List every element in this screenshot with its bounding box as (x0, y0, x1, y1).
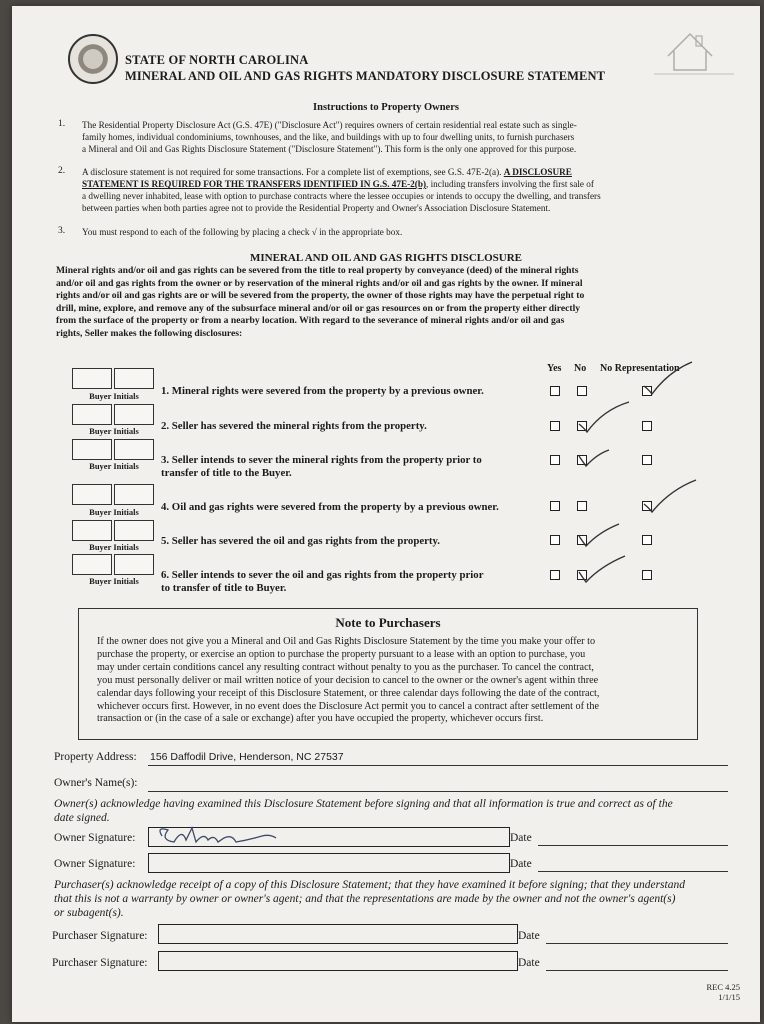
column-yes: Yes (547, 363, 562, 374)
header-form-title: MINERAL AND OIL AND GAS RIGHTS MANDATORY DISCLOSURE STATEMENT (125, 69, 606, 83)
handwritten-check-icon (640, 358, 700, 398)
owner-date-line[interactable] (538, 845, 728, 846)
instruction-1-line: a Mineral and Oil and Gas Rights Disclosure Statement ("Disclosure Statement"). This form is the only one approved for this purpose. (82, 144, 577, 154)
handwritten-check-icon (640, 476, 700, 516)
owners-name-line (148, 791, 728, 792)
question-text-line: to transfer of title to Buyer. (161, 582, 287, 594)
note-line: purchase the property, or exercise an option to purchase the property pursuant to a lease with an option to purchase, you (97, 648, 586, 660)
buyer-initials-label: Buyer Initials (89, 576, 139, 586)
buyer-initials-box[interactable] (72, 520, 112, 541)
buyer-initials-box[interactable] (72, 439, 112, 460)
owner-date-line[interactable] (538, 871, 728, 872)
owner-acknowledgement-line: date signed. (54, 812, 110, 824)
buyer-initials-box[interactable] (72, 554, 112, 575)
checkbox-yes[interactable] (550, 386, 560, 396)
disclosure-intro-line: drill, mine, explore, and remove any of the subsurface mineral and/or oil or gas resources on or from the property either directly (56, 302, 581, 314)
header-state: STATE OF NORTH CAROLINA (125, 53, 309, 67)
question-text: 2. Seller has severed the mineral rights from the property. (161, 420, 427, 432)
purchaser-signature-box[interactable] (158, 951, 518, 971)
property-address-value[interactable]: 156 Daffodil Drive, Henderson, NC 27537 (150, 751, 344, 763)
note-line: whichever occurs first. However, in no event does the Disclosure Act permit you to cancel a contract after settlement of the (97, 700, 599, 712)
buyer-initials-box[interactable] (114, 484, 154, 505)
form-revision-date: 1/1/15 (718, 992, 740, 1002)
note-to-purchasers (78, 608, 698, 740)
disclosure-intro-line: Mineral rights and/or oil and gas rights can be severed from the title to real property by conveyance (deed) of the mineral rights (56, 265, 579, 276)
owner-acknowledgement (54, 797, 734, 825)
instruction-2-emphasis: A DISCLOSURE (503, 167, 572, 177)
form-number: REC 4.25 (706, 982, 740, 992)
buyer-initials-box[interactable] (114, 368, 154, 389)
instruction-2-text: A disclosure statement is not required for some transactions. For a complete list of exemptions, see G.S. 47E-2(a). (82, 167, 504, 177)
instruction-2-line (82, 178, 742, 190)
handwritten-check-icon (575, 520, 625, 550)
disclosure-form-page (12, 6, 760, 1022)
instruction-2-line (82, 166, 742, 178)
question-text-line: 3. Seller intends to sever the mineral rights from the property prior to (161, 454, 482, 466)
buyer-initials-box[interactable] (72, 368, 112, 389)
purchaser-signature-label: Purchaser Signature: (52, 957, 148, 969)
purchaser-acknowledgement-line: that this is not a warranty by owner or owner's agent; and that the representations are made by the owner and not the owner's agent(s) (54, 893, 676, 905)
disclosure-intro-line: from the surface of the property or from a nearby location. With regard to the severance of mineral rights and/or oil and gas (56, 315, 565, 327)
column-no: No (574, 363, 587, 374)
checkbox-no-representation[interactable] (642, 421, 652, 431)
question-text: 1. Mineral rights were severed from the property by a previous owner. (161, 385, 484, 397)
buyer-initials-label: Buyer Initials (89, 426, 139, 436)
instruction-1-line: family homes, individual condominiums, townhouses, and the like, and buildings with up to four dwelling units, to furnish purchasers (82, 132, 575, 142)
instruction-number: 1. (58, 119, 66, 129)
purchaser-signature-box[interactable] (158, 924, 518, 944)
checkbox-yes[interactable] (550, 535, 560, 545)
instruction-1 (82, 119, 732, 155)
question-text (161, 454, 482, 480)
handwritten-check-icon (575, 446, 615, 470)
checkbox-yes[interactable] (550, 501, 560, 511)
buyer-initials-label: Buyer Initials (89, 507, 139, 517)
buyer-initials-box[interactable] (72, 484, 112, 505)
buyer-initials-label: Buyer Initials (89, 542, 139, 552)
purchaser-acknowledgement (54, 878, 744, 920)
purchaser-signature-label: Purchaser Signature: (52, 930, 148, 942)
purchaser-date-line[interactable] (546, 943, 728, 944)
purchaser-acknowledgement-line: or subagent(s). (54, 907, 124, 919)
date-label: Date (518, 930, 540, 942)
buyer-initials-label: Buyer Initials (89, 461, 139, 471)
checkbox-no-representation[interactable] (642, 455, 652, 465)
purchaser-date-line[interactable] (546, 970, 728, 971)
owner-signature-scribble-icon (152, 822, 282, 850)
buyer-initials-box[interactable] (114, 520, 154, 541)
checkbox-yes[interactable] (550, 421, 560, 431)
owner-signature-label: Owner Signature: (54, 832, 136, 844)
checkbox-no[interactable] (577, 386, 587, 396)
question-text (161, 569, 484, 595)
instruction-2-line: a dwelling never inhabited, lease with option to purchase contracts where the lessee occupies or intends to occupy the dwelling, and transfers (82, 191, 601, 201)
note-line: transaction or (in the case of a sale or exchange) after you have occupied the property, whichever occurs first. (97, 713, 544, 725)
question-text: 5. Seller has severed the oil and gas rights from the property. (161, 535, 441, 547)
note-line: calendar days following your receipt of this Disclosure Statement, or three calendar days following the date of the contract, (97, 687, 600, 699)
date-label: Date (518, 957, 540, 969)
buyer-initials-box[interactable] (72, 404, 112, 425)
owner-signature-box[interactable] (148, 853, 510, 873)
note-line: may under certain conditions cancel any resulting contract without penalty to you as the purchaser. To cancel the contract, (97, 661, 594, 673)
house-logo-icon (648, 26, 738, 78)
date-label: Date (510, 858, 532, 870)
note-text (97, 636, 685, 726)
checkbox-yes[interactable] (550, 455, 560, 465)
property-address-label: Property Address: (54, 751, 137, 763)
buyer-initials-box[interactable] (114, 554, 154, 575)
instruction-3: You must respond to each of the following by placing a check √ in the appropriate box. (82, 227, 403, 237)
checkbox-yes[interactable] (550, 570, 560, 580)
instruction-2-emphasis: STATEMENT IS REQUIRED FOR THE TRANSFERS IDENTIFIED IN G.S. 47E-2(b) (82, 179, 427, 189)
instructions-title: Instructions to Property Owners (313, 102, 459, 113)
disclosure-intro-line: rights and/or oil and gas rights are or will be severed from the property, the owner of those rights may have the perpetual right to (56, 290, 585, 302)
question-text-line: transfer of title to the Buyer. (161, 467, 292, 479)
buyer-initials-box[interactable] (114, 439, 154, 460)
purchaser-acknowledgement-line: Purchaser(s) acknowledge receipt of a copy of this Disclosure Statement; that they have examined it before signing; that they understand (54, 879, 685, 891)
instruction-1-line: The Residential Property Disclosure Act (G.S. 47E) ("Disclosure Act") requires owners of certain residential real estate such as single- (82, 120, 577, 130)
disclosure-intro (56, 265, 716, 341)
owner-signature-label: Owner Signature: (54, 858, 136, 870)
form-footer (706, 982, 740, 1002)
disclosure-section-title: MINERAL AND OIL AND GAS RIGHTS DISCLOSURE (249, 252, 522, 264)
owner-acknowledgement-line: Owner(s) acknowledge having examined this Disclosure Statement before signing and that all information is true and correct as of the (54, 798, 673, 810)
disclosure-intro-line: rights, Seller makes the following disclosures: (56, 327, 243, 339)
checkbox-no-representation[interactable] (642, 535, 652, 545)
question-text: 4. Oil and gas rights were severed from the property by a previous owner. (161, 501, 499, 513)
instruction-number: 2. (58, 166, 66, 176)
checkbox-no-representation[interactable] (642, 570, 652, 580)
instruction-2-text: , including transfers involving the first sale of (426, 179, 594, 189)
note-title: Note to Purchasers (335, 615, 441, 630)
instruction-number: 3. (58, 226, 66, 236)
checkbox-no[interactable] (577, 501, 587, 511)
note-line: you must personally deliver or mail written notice of your decision to cancel to the owner or the owner's agent within three (97, 674, 599, 686)
column-no-representation: No Representation (600, 363, 680, 374)
nc-state-seal-icon (68, 34, 118, 84)
buyer-initials-label: Buyer Initials (89, 391, 139, 401)
handwritten-check-icon (575, 396, 635, 436)
instruction-2 (82, 166, 742, 214)
note-line: If the owner does not give you a Mineral and Oil and Gas Rights Disclosure Statement by the time you make your offer to (97, 636, 596, 647)
property-address-line (148, 765, 728, 766)
question-text-line: 6. Seller intends to sever the oil and gas rights from the property prior (161, 569, 484, 581)
buyer-initials-box[interactable] (114, 404, 154, 425)
owners-name-label: Owner's Name(s): (54, 777, 138, 789)
disclosure-intro-line: and/or oil and gas rights from the owner or by reservation of the mineral rights and/or oil and gas rights by the owner. If mineral (56, 277, 583, 289)
handwritten-check-icon (575, 552, 631, 586)
date-label: Date (510, 832, 532, 844)
instruction-2-line: between parties when both parties agree not to provide the Residential Property and Owner's Association Disclosure Statement. (82, 203, 551, 213)
